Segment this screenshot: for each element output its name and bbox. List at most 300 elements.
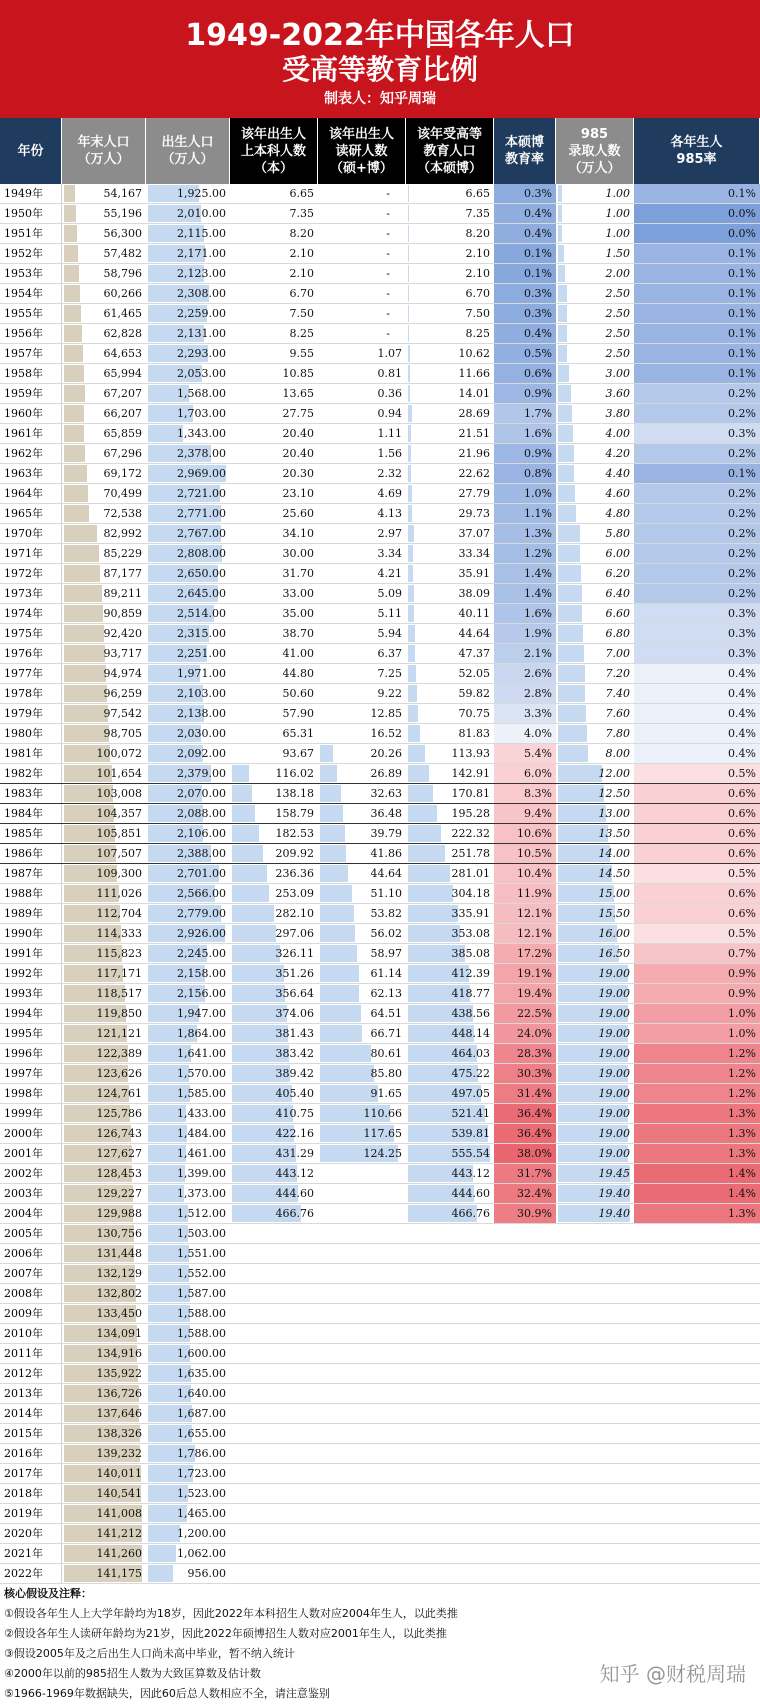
table-row xyxy=(0,1084,760,1104)
cell-value: 1,512.00 xyxy=(177,1207,226,1220)
rate-985-cell xyxy=(634,1304,760,1323)
higher-edu-cell xyxy=(406,1104,494,1123)
cell-value: 140,011 xyxy=(96,1467,142,1480)
postgrad-cell xyxy=(318,1384,406,1403)
cell-value: 58,796 xyxy=(103,267,142,280)
cell-value: 34.10 xyxy=(282,527,314,540)
table-row xyxy=(0,924,760,944)
postgrad-cell xyxy=(318,784,406,803)
rate-985-cell xyxy=(634,524,760,543)
cell-value: 6.80 xyxy=(605,627,630,640)
births-cell xyxy=(146,984,230,1003)
cell-value: 16.00 xyxy=(598,927,630,940)
edu-rate-cell xyxy=(494,204,556,223)
table-row xyxy=(0,764,760,784)
population-cell xyxy=(62,224,146,243)
cell-value: 2,315.00 xyxy=(177,627,226,640)
admit-985-cell xyxy=(556,564,634,583)
cell-value: 2,156.00 xyxy=(177,987,226,1000)
cell-value: 11.66 xyxy=(458,367,490,380)
data-bar xyxy=(320,945,357,962)
cell-value: 0.3% xyxy=(524,307,552,320)
year-cell: 1977年 xyxy=(0,664,62,683)
higher-edu-cell xyxy=(406,1084,494,1103)
data-bar xyxy=(320,1045,371,1062)
data-bar xyxy=(320,1085,378,1102)
cell-value: 98,705 xyxy=(103,727,142,740)
table-row xyxy=(0,804,760,824)
edu-rate-cell xyxy=(494,724,556,743)
year-cell: 1976年 xyxy=(0,644,62,663)
note-item: ⑤1966-1969年数据缺失，因此60后总人数相应不全，请注意鉴别 xyxy=(4,1687,330,1700)
edu-rate-cell xyxy=(494,704,556,723)
year-cell: 2005年 xyxy=(0,1224,62,1243)
rate-985-cell xyxy=(634,1564,760,1583)
year-cell: 1982年 xyxy=(0,764,62,783)
admit-985-cell xyxy=(556,264,634,283)
births-cell xyxy=(146,384,230,403)
cell-value: 19.00 xyxy=(598,1047,630,1060)
cell-value: 444.60 xyxy=(275,1187,314,1200)
cell-value: 3.3% xyxy=(524,707,552,720)
cell-value: 4.13 xyxy=(377,507,402,520)
cell-value: 16.50 xyxy=(598,947,630,960)
table-row xyxy=(0,1364,760,1384)
admit-985-cell xyxy=(556,1044,634,1063)
cell-value: 7.35 xyxy=(289,207,314,220)
cell-value: 0.0% xyxy=(728,227,756,240)
births-cell xyxy=(146,864,230,883)
population-cell xyxy=(62,1544,146,1563)
postgrad-cell xyxy=(318,924,406,943)
data-bar xyxy=(558,245,564,262)
cell-value: 90,859 xyxy=(103,607,142,620)
cell-value: 112,704 xyxy=(96,907,142,920)
cell-value: 1.2% xyxy=(728,1047,756,1060)
postgrad-cell xyxy=(318,1244,406,1263)
cell-value: 100,072 xyxy=(96,747,142,760)
notes-heading: 核心假设及注释： xyxy=(4,1587,92,1600)
cell-value: 2.50 xyxy=(605,307,630,320)
year-cell: 2001年 xyxy=(0,1144,62,1163)
cell-value: 5.94 xyxy=(377,627,402,640)
admit-985-cell xyxy=(556,384,634,403)
higher-edu-cell xyxy=(406,1184,494,1203)
cell-value: 52.05 xyxy=(458,667,490,680)
population-cell xyxy=(62,304,146,323)
data-bar xyxy=(558,605,582,622)
postgrad-cell xyxy=(318,204,406,223)
cell-value: 19.00 xyxy=(598,1087,630,1100)
edu-rate-cell xyxy=(494,324,556,343)
cell-value: 65,859 xyxy=(103,427,142,440)
cell-value: 40.11 xyxy=(458,607,490,620)
cell-value: 94,974 xyxy=(103,667,142,680)
table-row xyxy=(0,264,760,284)
cell-value: 158.79 xyxy=(275,807,314,820)
bachelor-cell xyxy=(230,444,318,463)
data-bar xyxy=(64,465,87,482)
postgrad-cell xyxy=(318,1404,406,1423)
population-cell xyxy=(62,504,146,523)
births-cell xyxy=(146,1224,230,1243)
cell-value: 132,802 xyxy=(96,1287,142,1300)
data-bar xyxy=(320,765,337,782)
cell-value: 2,010.00 xyxy=(177,207,226,220)
higher-edu-cell xyxy=(406,384,494,403)
year-cell: 1952年 xyxy=(0,244,62,263)
population-cell xyxy=(62,324,146,343)
rate-985-cell xyxy=(634,864,760,883)
higher-edu-cell xyxy=(406,204,494,223)
cell-value: 24.0% xyxy=(517,1027,552,1040)
births-cell xyxy=(146,264,230,283)
table-row xyxy=(0,544,760,564)
higher-edu-cell xyxy=(406,824,494,843)
cell-value: 6.0% xyxy=(524,767,552,780)
postgrad-cell xyxy=(318,304,406,323)
bachelor-cell xyxy=(230,1524,318,1543)
edu-rate-cell xyxy=(494,1044,556,1063)
data-bar xyxy=(408,385,410,402)
edu-rate-cell xyxy=(494,404,556,423)
cell-value: 0.5% xyxy=(728,867,756,880)
cell-value: 2.50 xyxy=(605,347,630,360)
year-cell: 1973年 xyxy=(0,584,62,603)
cell-value: 0.1% xyxy=(728,347,756,360)
table-row xyxy=(0,724,760,744)
table-row xyxy=(0,1544,760,1564)
rate-985-cell xyxy=(634,824,760,843)
cell-value: 0.1% xyxy=(728,327,756,340)
table-row xyxy=(0,524,760,544)
higher-edu-cell xyxy=(406,844,494,863)
cell-value: 1,971.00 xyxy=(177,667,226,680)
cell-value: 0.1% xyxy=(524,247,552,260)
cell-value: 109,300 xyxy=(96,867,142,880)
cell-value: 14.00 xyxy=(598,847,630,860)
table-row xyxy=(0,1384,760,1404)
population-cell xyxy=(62,904,146,923)
data-bar xyxy=(64,665,106,682)
cell-value: 4.80 xyxy=(605,507,630,520)
higher-edu-cell xyxy=(406,764,494,783)
population-cell xyxy=(62,584,146,603)
admit-985-cell xyxy=(556,364,634,383)
table-row xyxy=(0,844,760,864)
population-cell xyxy=(62,1064,146,1083)
postgrad-cell xyxy=(318,264,406,283)
cell-value: 36.4% xyxy=(517,1127,552,1140)
bachelor-cell xyxy=(230,484,318,503)
cell-value: 1.1% xyxy=(524,507,552,520)
edu-rate-cell xyxy=(494,244,556,263)
births-cell xyxy=(146,944,230,963)
cell-value: 0.4% xyxy=(524,327,552,340)
cell-value: 66.71 xyxy=(370,1027,402,1040)
bachelor-cell xyxy=(230,904,318,923)
cell-value: 135,922 xyxy=(96,1367,142,1380)
births-cell xyxy=(146,1184,230,1203)
year-cell: 1995年 xyxy=(0,1024,62,1043)
admit-985-cell xyxy=(556,1324,634,1343)
cell-value: 2,106.00 xyxy=(177,827,226,840)
data-bar xyxy=(408,845,445,862)
cell-value: 9.22 xyxy=(377,687,402,700)
cell-value: 133,450 xyxy=(96,1307,142,1320)
cell-value: 2,379.00 xyxy=(177,767,226,780)
cell-value: 35.91 xyxy=(458,567,490,580)
higher-edu-cell xyxy=(406,1244,494,1263)
edu-rate-cell xyxy=(494,1204,556,1223)
cell-value: 2,123.00 xyxy=(177,267,226,280)
rate-985-cell xyxy=(634,1244,760,1263)
higher-edu-cell xyxy=(406,584,494,603)
cell-value: 326.11 xyxy=(275,947,314,960)
cell-value: 25.60 xyxy=(282,507,314,520)
rate-985-cell xyxy=(634,884,760,903)
cell-value: 72,538 xyxy=(103,507,142,520)
postgrad-cell xyxy=(318,1164,406,1183)
cell-value: 170.81 xyxy=(451,787,490,800)
population-cell xyxy=(62,1104,146,1123)
table-row xyxy=(0,1444,760,1464)
rate-985-cell xyxy=(634,604,760,623)
table-row xyxy=(0,1564,760,1584)
admit-985-cell xyxy=(556,1544,634,1563)
rate-985-cell xyxy=(634,1164,760,1183)
cell-value: 0.94 xyxy=(377,407,402,420)
postgrad-cell xyxy=(318,564,406,583)
data-bar xyxy=(64,605,103,622)
population-cell xyxy=(62,1264,146,1283)
cell-value: 85.80 xyxy=(370,1067,402,1080)
cell-value: 1,568.00 xyxy=(177,387,226,400)
rate-985-cell xyxy=(634,584,760,603)
admit-985-cell xyxy=(556,404,634,423)
cell-value: 1.00 xyxy=(605,187,630,200)
cell-value: 136,726 xyxy=(96,1387,142,1400)
higher-edu-cell xyxy=(406,884,494,903)
data-bar xyxy=(558,725,587,742)
cell-value: 103,008 xyxy=(96,787,142,800)
population-cell xyxy=(62,1204,146,1223)
cell-value: 44.64 xyxy=(458,627,490,640)
edu-rate-cell xyxy=(494,1104,556,1123)
year-cell: 1962年 xyxy=(0,444,62,463)
postgrad-cell xyxy=(318,724,406,743)
cell-value: 7.50 xyxy=(289,307,314,320)
data-bar xyxy=(232,905,274,922)
cell-value: 1.0% xyxy=(728,1027,756,1040)
data-table-body xyxy=(0,184,760,1584)
year-cell: 1994年 xyxy=(0,1004,62,1023)
postgrad-cell xyxy=(318,584,406,603)
cell-value: 6.70 xyxy=(289,287,314,300)
cell-value: 59.82 xyxy=(458,687,490,700)
data-bar xyxy=(320,1005,361,1022)
postgrad-cell xyxy=(318,644,406,663)
cell-value: 475.22 xyxy=(451,1067,490,1080)
rate-985-cell xyxy=(634,744,760,763)
postgrad-cell xyxy=(318,184,406,203)
bachelor-cell xyxy=(230,1064,318,1083)
rate-985-cell xyxy=(634,904,760,923)
births-cell xyxy=(146,304,230,323)
cell-value: 1,433.00 xyxy=(177,1107,226,1120)
admit-985-cell xyxy=(556,304,634,323)
cell-value: 44.80 xyxy=(282,667,314,680)
cell-value: 1.9% xyxy=(524,627,552,640)
data-bar xyxy=(64,345,83,362)
admit-985-cell xyxy=(556,504,634,523)
data-bar xyxy=(232,785,252,802)
cell-value: 61.14 xyxy=(370,967,402,980)
higher-edu-cell xyxy=(406,244,494,263)
table-row xyxy=(0,1064,760,1084)
bachelor-cell xyxy=(230,1484,318,1503)
admit-985-cell xyxy=(556,444,634,463)
cell-value: 0.9% xyxy=(728,987,756,1000)
cell-value: 1.4% xyxy=(524,567,552,580)
edu-rate-cell xyxy=(494,984,556,1003)
higher-edu-cell xyxy=(406,1304,494,1323)
postgrad-cell xyxy=(318,1304,406,1323)
data-bar xyxy=(408,865,450,882)
admit-985-cell xyxy=(556,1004,634,1023)
cell-value: 61,465 xyxy=(103,307,142,320)
admit-985-cell xyxy=(556,1284,634,1303)
births-cell xyxy=(146,524,230,543)
title-line-1: 1949-2022年中国各年人口 xyxy=(185,18,575,53)
edu-rate-cell xyxy=(494,1144,556,1163)
higher-edu-cell xyxy=(406,784,494,803)
cell-value: 4.60 xyxy=(605,487,630,500)
cell-value: 4.0% xyxy=(524,727,552,740)
data-bar xyxy=(64,225,77,242)
cell-value: 125,786 xyxy=(96,1107,142,1120)
rate-985-cell xyxy=(634,984,760,1003)
cell-value: 2,650.00 xyxy=(177,567,226,580)
higher-edu-cell xyxy=(406,924,494,943)
data-bar xyxy=(64,365,84,382)
data-bar xyxy=(232,925,276,942)
cell-value: 80.61 xyxy=(370,1047,402,1060)
cell-value: 7.60 xyxy=(605,707,630,720)
admit-985-cell xyxy=(556,984,634,1003)
bachelor-cell xyxy=(230,1324,318,1343)
births-cell xyxy=(146,184,230,203)
cell-value: - xyxy=(386,247,390,260)
data-bar xyxy=(320,865,348,882)
births-cell xyxy=(146,804,230,823)
higher-edu-cell xyxy=(406,1224,494,1243)
cell-value: 466.76 xyxy=(451,1207,490,1220)
births-cell xyxy=(146,1284,230,1303)
data-bar xyxy=(558,485,575,502)
watermark: 知乎 @财税周瑞 xyxy=(599,1662,746,1686)
cell-value: 3.00 xyxy=(605,367,630,380)
cell-value: 31.70 xyxy=(282,567,314,580)
births-cell xyxy=(146,424,230,443)
table-row xyxy=(0,204,760,224)
cell-value: 8.25 xyxy=(465,327,490,340)
year-cell: 1960年 xyxy=(0,404,62,423)
cell-value: 138.18 xyxy=(275,787,314,800)
edu-rate-cell xyxy=(494,484,556,503)
cell-value: 30.9% xyxy=(517,1207,552,1220)
cell-value: 20.40 xyxy=(282,447,314,460)
cell-value: 1.6% xyxy=(524,427,552,440)
cell-value: 134,091 xyxy=(96,1327,142,1340)
data-bar xyxy=(232,865,267,882)
rate-985-cell xyxy=(634,1044,760,1063)
population-cell xyxy=(62,1124,146,1143)
year-cell: 1992年 xyxy=(0,964,62,983)
cell-value: 1,200.00 xyxy=(177,1527,226,1540)
note-item: ②假设各年生人读研年龄均为21岁，因此2022年硕博招生人数对应2001年生人，以此类推 xyxy=(4,1627,447,1640)
population-cell xyxy=(62,1044,146,1063)
header-985-rate: 各年生人 985率 xyxy=(634,118,760,184)
postgrad-cell xyxy=(318,704,406,723)
cell-value: 115,823 xyxy=(96,947,142,960)
admit-985-cell xyxy=(556,1344,634,1363)
data-bar xyxy=(558,265,565,282)
cell-value: 2,158.00 xyxy=(177,967,226,980)
rate-985-cell xyxy=(634,1384,760,1403)
rate-985-cell xyxy=(634,804,760,823)
births-cell xyxy=(146,1564,230,1583)
postgrad-cell xyxy=(318,944,406,963)
admit-985-cell xyxy=(556,1364,634,1383)
population-cell xyxy=(62,444,146,463)
higher-edu-cell xyxy=(406,1064,494,1083)
header-year: 年份 xyxy=(0,118,62,184)
cell-value: 383.42 xyxy=(275,1047,314,1060)
cell-value: 53.82 xyxy=(370,907,402,920)
postgrad-cell xyxy=(318,764,406,783)
year-cell: 1981年 xyxy=(0,744,62,763)
cell-value: 44.64 xyxy=(370,867,402,880)
edu-rate-cell xyxy=(494,184,556,203)
bachelor-cell xyxy=(230,1084,318,1103)
bachelor-cell xyxy=(230,764,318,783)
rate-985-cell xyxy=(634,1504,760,1523)
cell-value: 6.70 xyxy=(465,287,490,300)
rate-985-cell xyxy=(634,1404,760,1423)
title-banner xyxy=(0,0,760,118)
cell-value: 6.65 xyxy=(465,187,490,200)
births-cell xyxy=(146,604,230,623)
rate-985-cell xyxy=(634,644,760,663)
cell-value: 19.00 xyxy=(598,1127,630,1140)
cell-value: 1.2% xyxy=(728,1087,756,1100)
rate-985-cell xyxy=(634,204,760,223)
cell-value: 12.85 xyxy=(370,707,402,720)
bachelor-cell xyxy=(230,1424,318,1443)
births-cell xyxy=(146,204,230,223)
postgrad-cell xyxy=(318,224,406,243)
population-cell xyxy=(62,564,146,583)
table-row xyxy=(0,1104,760,1124)
table-row xyxy=(0,484,760,504)
data-bar xyxy=(64,445,85,462)
table-row xyxy=(0,1464,760,1484)
data-bar xyxy=(408,725,420,742)
year-cell: 1951年 xyxy=(0,224,62,243)
rate-985-cell xyxy=(634,1144,760,1163)
edu-rate-cell xyxy=(494,424,556,443)
